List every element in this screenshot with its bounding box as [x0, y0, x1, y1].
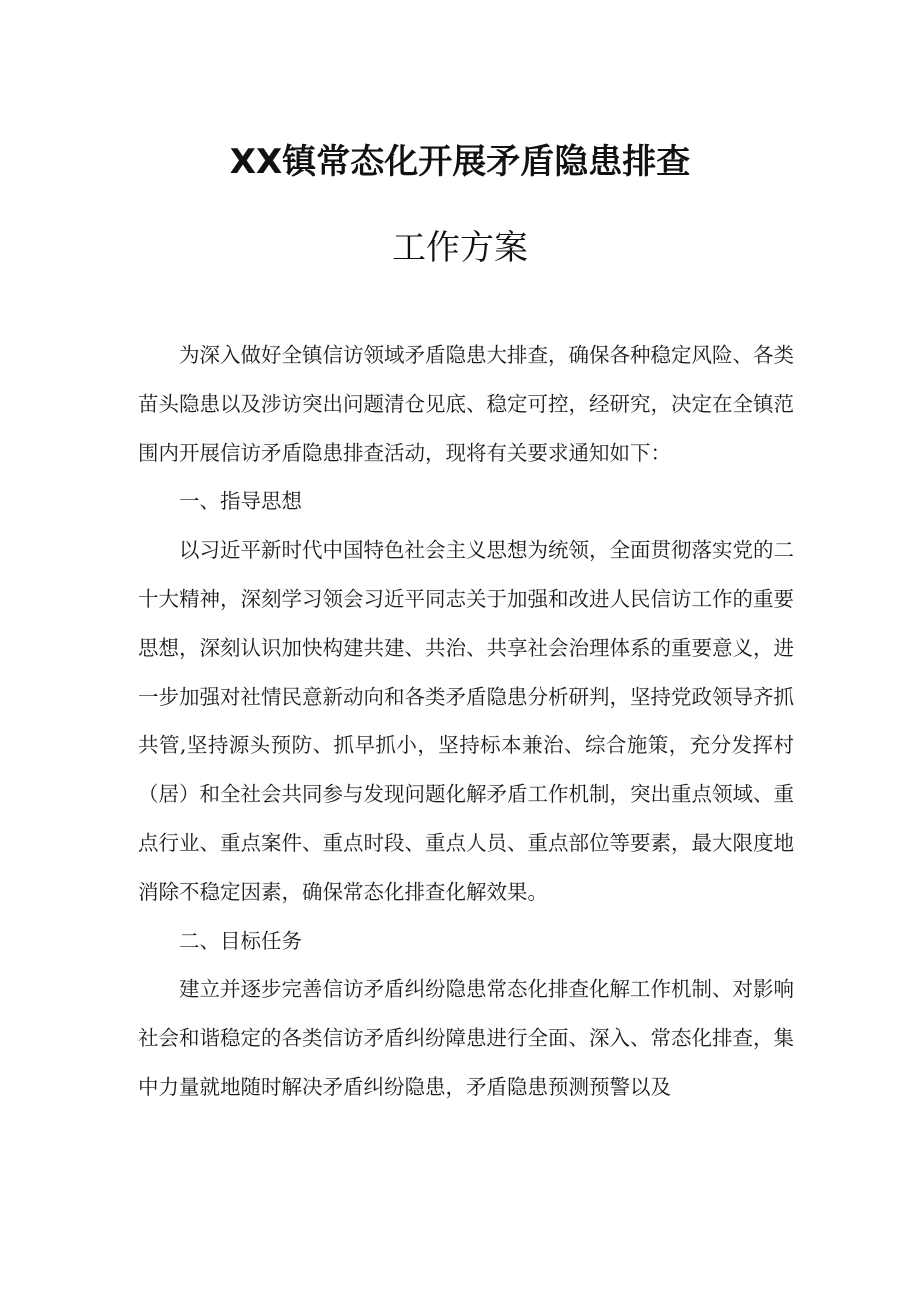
guiding-ideology-paragraph: 以习近平新时代中国特色社会主义思想为统领，全面贯彻落实党的二十大精神，深刻学习领会习近平同志关于加强和改进人民信访工作的重要思想，深刻认识加快构建共建、共治、共享社会治理体系的重要意义，进一步加强对社情民意新动向和各类矛盾隐患分析研判，坚持党政领导齐抓共管,坚持源头预防、抓早抓小，坚持标本兼治、综合施策，充分发挥村（居）和全社会共同参与发现问题化解矛盾工作机制，突出重点领域、重点行业、重点案件、重点时段、重点人员、重点部位等要素，最大限度地消除不稳定因素，确保常态化排查化解效果。	[138, 538, 794, 904]
section-heading-guiding-ideology: 一、指导思想	[179, 489, 302, 514]
document-title-line-2: 工作方案	[392, 228, 528, 268]
document-title-line-1: XX镇常态化开展矛盾隐患排查	[229, 142, 691, 182]
goals-tasks-paragraph: 建立并逐步完善信访矛盾纠纷隐患常态化排查化解工作机制、对影响社会和谐稳定的各类信访矛盾纠纷障患进行全面、深入、常态化排查，集中力量就地随时解决矛盾纠纷隐患，矛盾隐患预测预警以及	[138, 977, 794, 1099]
document-body	[138, 331, 794, 1112]
section-heading-goals-tasks: 二、目标任务	[179, 928, 302, 953]
intro-paragraph: 为深入做好全镇信访领域矛盾隐患大排查，确保各种稳定风险、各类苗头隐患以及涉访突出问题清仓见底、稳定可控，经研究，决定在全镇范围内开展信访矛盾隐患排查活动，现将有关要求通知如下：	[138, 343, 794, 465]
